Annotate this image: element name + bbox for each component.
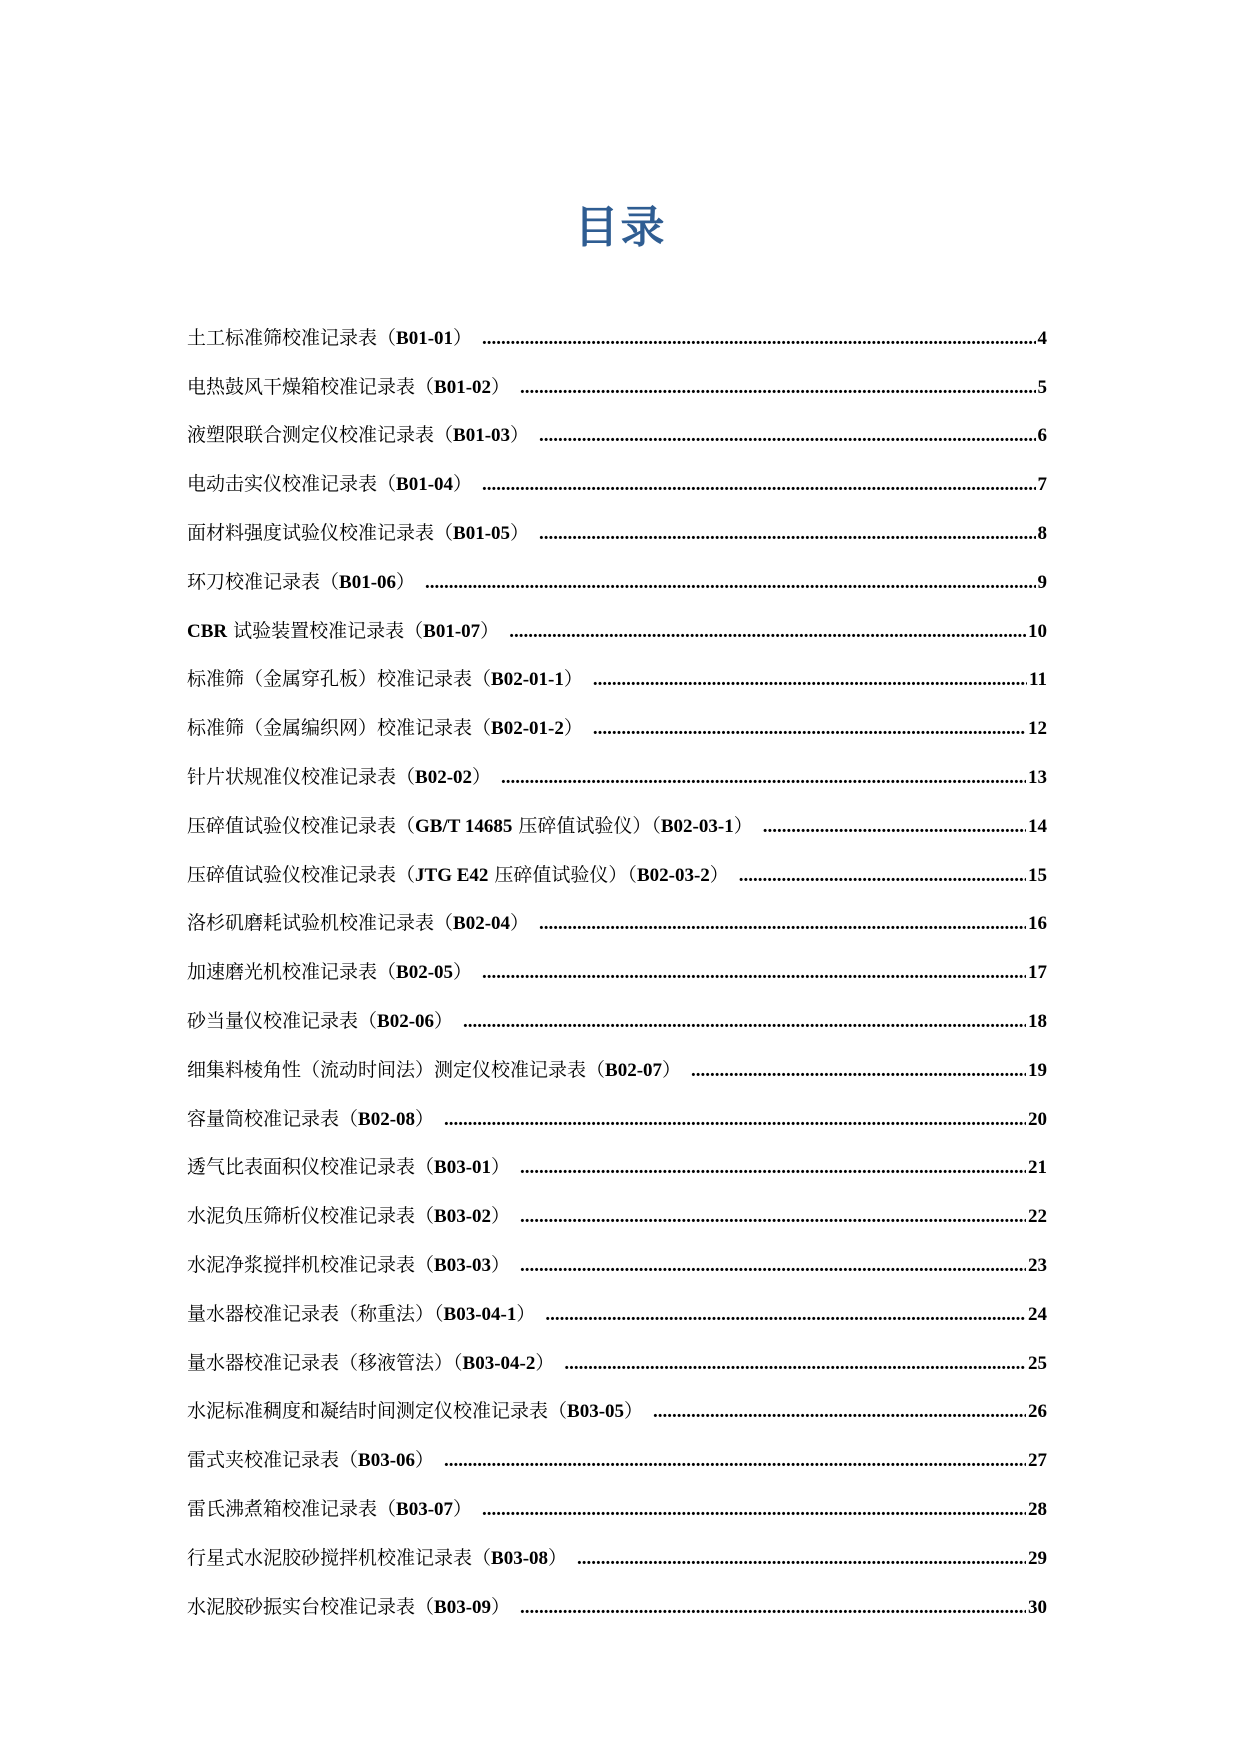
toc-entry-label: 针片状规准仪校准记录表（B02-02） xyxy=(187,765,492,788)
toc-dot-leader xyxy=(545,1303,1026,1327)
toc-page-number: 27 xyxy=(1028,1450,1047,1472)
table-of-contents xyxy=(187,302,1047,1620)
toc-entry-label: 雷氏沸煮箱校准记录表（B03-07） xyxy=(187,1497,473,1520)
toc-entry-label: 细集料棱角性（流动时间法）测定仪校准记录表（B02-07） xyxy=(187,1058,682,1081)
toc-entry[interactable] xyxy=(187,741,1047,790)
toc-entry-label: 量水器校准记录表（移液管法）（B03-04-2） xyxy=(187,1351,555,1374)
toc-dot-leader xyxy=(577,1547,1026,1571)
toc-entry[interactable] xyxy=(187,888,1047,937)
toc-page-number: 13 xyxy=(1028,766,1047,788)
toc-dot-leader xyxy=(520,1205,1026,1229)
toc-entry-label: 水泥胶砂振实台校准记录表（B03-09） xyxy=(187,1595,511,1618)
toc-entry-label: 电热鼓风干燥箱校准记录表（B01-02） xyxy=(187,375,511,398)
toc-dot-leader xyxy=(691,1059,1026,1083)
toc-entry[interactable] xyxy=(187,1327,1047,1376)
toc-dot-leader xyxy=(653,1400,1026,1424)
toc-page-number: 14 xyxy=(1028,815,1047,837)
toc-page-number: 10 xyxy=(1028,620,1047,642)
toc-dot-leader xyxy=(520,1156,1026,1180)
toc-dot-leader xyxy=(539,424,1035,448)
toc-page-number: 11 xyxy=(1029,669,1047,691)
toc-entry-label: 量水器校准记录表（称重法）（B03-04-1） xyxy=(187,1302,536,1325)
toc-entry[interactable] xyxy=(187,595,1047,644)
toc-entry[interactable] xyxy=(187,790,1047,839)
toc-dot-leader xyxy=(501,766,1026,790)
toc-entry[interactable] xyxy=(187,1132,1047,1181)
toc-page-number: 9 xyxy=(1037,571,1047,593)
toc-entry-label: 压碎值试验仪校准记录表（GB/T 14685 压碎值试验仪）（B02-03-1） xyxy=(187,814,753,837)
toc-entry[interactable] xyxy=(187,1034,1047,1083)
toc-entry[interactable] xyxy=(187,351,1047,400)
toc-entry-label: 液塑限联合测定仪校准记录表（B01-03） xyxy=(187,424,530,447)
toc-dot-leader xyxy=(482,327,1035,351)
toc-dot-leader xyxy=(463,1010,1026,1034)
toc-entry[interactable] xyxy=(187,1278,1047,1327)
toc-entry-label: CBR 试验装置校准记录表（B01-07） xyxy=(187,619,500,642)
toc-entry[interactable] xyxy=(187,546,1047,595)
toc-page-number: 5 xyxy=(1037,376,1047,398)
toc-entry[interactable] xyxy=(187,1473,1047,1522)
toc-entry-label: 加速磨光机校准记录表（B02-05） xyxy=(187,961,473,984)
toc-entry[interactable] xyxy=(187,1571,1047,1620)
toc-page-number: 28 xyxy=(1028,1498,1047,1520)
toc-dot-leader xyxy=(739,864,1026,888)
toc-entry-label: 砂当量仪校准记录表（B02-06） xyxy=(187,1009,454,1032)
toc-entry-label: 土工标准筛校准记录表（B01-01） xyxy=(187,326,473,349)
toc-dot-leader xyxy=(520,1254,1026,1278)
toc-entry[interactable] xyxy=(187,1083,1047,1132)
toc-entry[interactable] xyxy=(187,1180,1047,1229)
toc-entry[interactable] xyxy=(187,692,1047,741)
toc-entry[interactable] xyxy=(187,1229,1047,1278)
toc-entry-label: 面材料强度试验仪校准记录表（B01-05） xyxy=(187,521,530,544)
toc-page-number: 25 xyxy=(1028,1352,1047,1374)
toc-entry[interactable] xyxy=(187,1424,1047,1473)
toc-entry-label: 标准筛（金属编织网）校准记录表（B02-01-2） xyxy=(187,717,583,740)
toc-entry-label: 压碎值试验仪校准记录表（JTG E42 压碎值试验仪）（B02-03-2） xyxy=(187,863,729,886)
toc-dot-leader xyxy=(482,473,1035,497)
toc-page-number: 20 xyxy=(1028,1108,1047,1130)
toc-page-number: 29 xyxy=(1028,1547,1047,1569)
toc-dot-leader xyxy=(482,961,1026,985)
toc-entry-label: 水泥标准稠度和凝结时间测定仪校准记录表（B03-05） xyxy=(187,1400,644,1423)
toc-dot-leader xyxy=(520,1596,1026,1620)
toc-page-number: 21 xyxy=(1028,1157,1047,1179)
toc-entry-label: 水泥净浆搅拌机校准记录表（B03-03） xyxy=(187,1253,511,1276)
toc-dot-leader xyxy=(593,668,1027,692)
toc-page-number: 15 xyxy=(1028,864,1047,886)
toc-page-number: 12 xyxy=(1028,718,1047,740)
toc-entry-label: 标准筛（金属穿孔板）校准记录表（B02-01-1） xyxy=(187,668,583,691)
toc-dot-leader xyxy=(539,912,1026,936)
toc-dot-leader xyxy=(520,376,1035,400)
toc-dot-leader xyxy=(509,620,1026,644)
toc-entry[interactable] xyxy=(187,448,1047,497)
toc-entry[interactable] xyxy=(187,1522,1047,1571)
toc-entry-label: 电动击实仪校准记录表（B01-04） xyxy=(187,473,473,496)
toc-entry-label: 容量筒校准记录表（B02-08） xyxy=(187,1107,435,1130)
toc-entry-label: 洛杉矶磨耗试验机校准记录表（B02-04） xyxy=(187,912,530,935)
toc-page-number: 6 xyxy=(1037,425,1047,447)
toc-entry[interactable] xyxy=(187,302,1047,351)
toc-dot-leader xyxy=(444,1449,1026,1473)
toc-page-number: 19 xyxy=(1028,1059,1047,1081)
toc-entry[interactable] xyxy=(187,400,1047,449)
toc-entry-label: 透气比表面积仪校准记录表（B03-01） xyxy=(187,1156,511,1179)
toc-page-number: 22 xyxy=(1028,1206,1047,1228)
toc-entry-label: 雷式夹校准记录表（B03-06） xyxy=(187,1449,435,1472)
toc-page-number: 30 xyxy=(1028,1596,1047,1618)
toc-page-number: 4 xyxy=(1037,327,1047,349)
toc-entry[interactable] xyxy=(187,644,1047,693)
toc-entry-label: 水泥负压筛析仪校准记录表（B03-02） xyxy=(187,1205,511,1228)
toc-page-number: 17 xyxy=(1028,962,1047,984)
toc-page-number: 26 xyxy=(1028,1401,1047,1423)
toc-page-number: 18 xyxy=(1028,1010,1047,1032)
toc-dot-leader xyxy=(425,571,1035,595)
toc-entry[interactable] xyxy=(187,497,1047,546)
toc-entry[interactable] xyxy=(187,985,1047,1034)
page-title: 目录 xyxy=(574,202,667,253)
toc-dot-leader xyxy=(564,1352,1026,1376)
toc-dot-leader xyxy=(539,522,1035,546)
toc-page-number: 16 xyxy=(1028,913,1047,935)
toc-entry-label: 行星式水泥胶砂搅拌机校准记录表（B03-08） xyxy=(187,1546,568,1569)
toc-dot-leader xyxy=(482,1498,1026,1522)
toc-entry[interactable] xyxy=(187,936,1047,985)
toc-entry-label: 环刀校准记录表（B01-06） xyxy=(187,570,416,593)
toc-dot-leader xyxy=(444,1108,1026,1132)
toc-dot-leader xyxy=(593,717,1026,741)
toc-page-number: 24 xyxy=(1028,1303,1047,1325)
toc-page-number: 23 xyxy=(1028,1254,1047,1276)
toc-entry[interactable] xyxy=(187,1376,1047,1425)
toc-dot-leader xyxy=(763,815,1026,839)
toc-entry[interactable] xyxy=(187,839,1047,888)
toc-page-number: 7 xyxy=(1037,474,1047,496)
toc-page-number: 8 xyxy=(1037,522,1047,544)
